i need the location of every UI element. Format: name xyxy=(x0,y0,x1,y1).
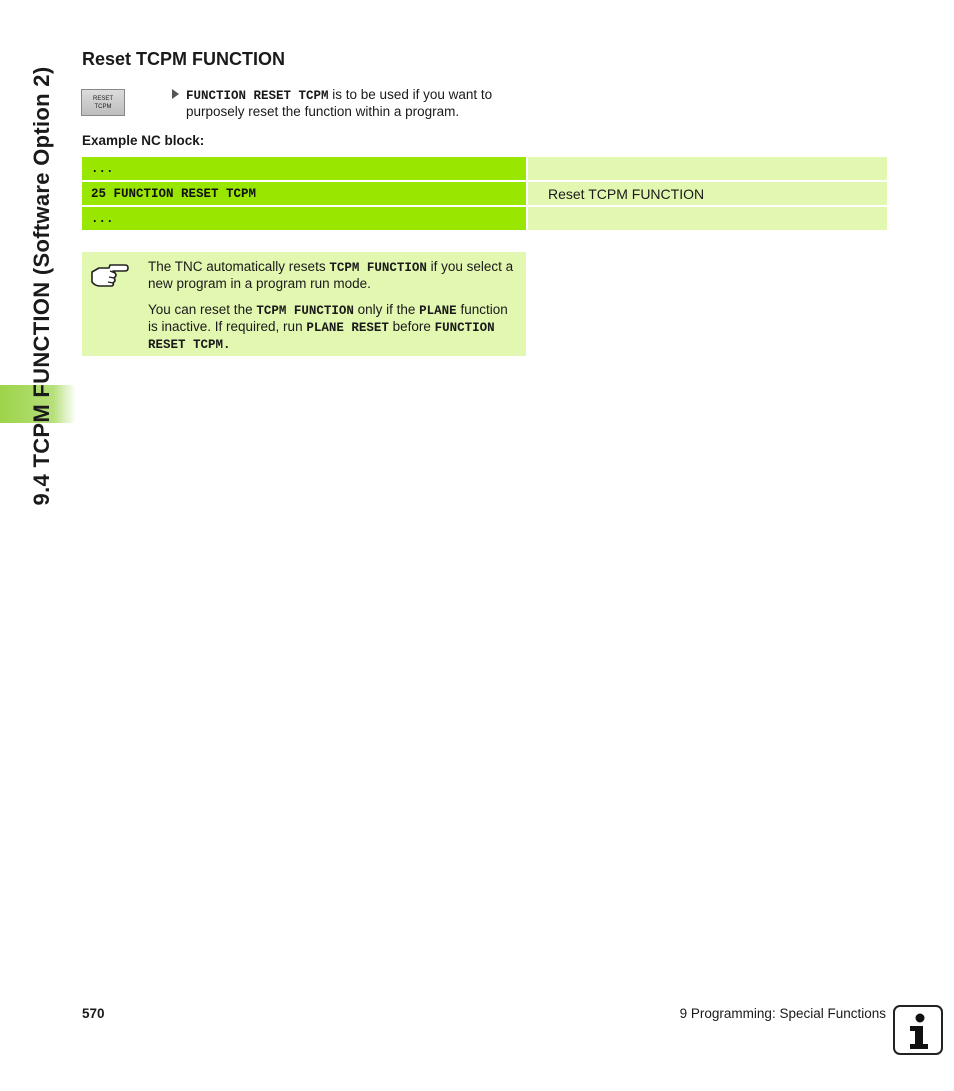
reset-tcpm-softkey[interactable] xyxy=(81,89,125,116)
nc-code-cell: ... xyxy=(82,157,526,180)
table-row xyxy=(82,182,887,205)
softkey-line-2: TCPM xyxy=(94,103,112,110)
note-box xyxy=(82,252,526,356)
pointing-hand-icon xyxy=(89,260,129,290)
info-icon xyxy=(893,1005,943,1055)
note-text-span: before xyxy=(388,319,435,334)
nc-comment-cell xyxy=(528,157,887,180)
nc-code-cell: 25 FUNCTION RESET TCPM xyxy=(82,182,526,205)
note-text-span: only if the xyxy=(353,302,420,317)
note-code-span: TCPM FUNCTION xyxy=(329,261,427,275)
softkey-line-1: RESET xyxy=(92,95,113,102)
section-title: Reset TCPM FUNCTION xyxy=(82,49,286,69)
nc-block-table xyxy=(82,157,887,232)
note-code-span: PLANE xyxy=(419,304,457,318)
table-row xyxy=(82,157,887,180)
table-row xyxy=(82,207,887,230)
intro-description: is to be used if you want to purposely reset the function within a program. xyxy=(186,87,493,119)
footer-chapter: 9 Programming: Special Functions xyxy=(679,1006,886,1021)
note-text-span: You can reset the xyxy=(148,302,257,317)
note-code-span: FUNCTION RESET TCPM. xyxy=(148,321,495,352)
note-code-span: PLANE RESET xyxy=(306,321,389,335)
intro-instruction xyxy=(172,87,522,120)
note-code-span: TCPM FUNCTION xyxy=(256,304,354,318)
note-text-span: function is inactive. If required, run xyxy=(148,302,508,334)
note-paragraph-2 xyxy=(148,302,518,353)
note-text-span: if you select a new program in a program run mode. xyxy=(148,259,514,291)
triangle-bullet-icon xyxy=(172,89,179,99)
note-text-span: The TNC automatically resets xyxy=(148,259,330,274)
intro-text xyxy=(186,87,522,120)
nc-code-cell: ... xyxy=(82,207,526,230)
nc-comment-cell: Reset TCPM FUNCTION xyxy=(528,182,887,205)
note-text xyxy=(148,259,518,363)
nc-comment-cell xyxy=(528,207,887,230)
info-glyph xyxy=(895,1007,941,1053)
side-chapter-title-text: 9.4 TCPM FUNCTION (Software Option 2) xyxy=(29,66,54,506)
example-label: Example NC block: xyxy=(82,133,205,148)
note-paragraph-1 xyxy=(148,259,518,292)
side-chapter-title xyxy=(22,12,62,560)
page-number: 570 xyxy=(82,1006,105,1021)
intro-code: FUNCTION RESET TCPM xyxy=(186,89,329,103)
